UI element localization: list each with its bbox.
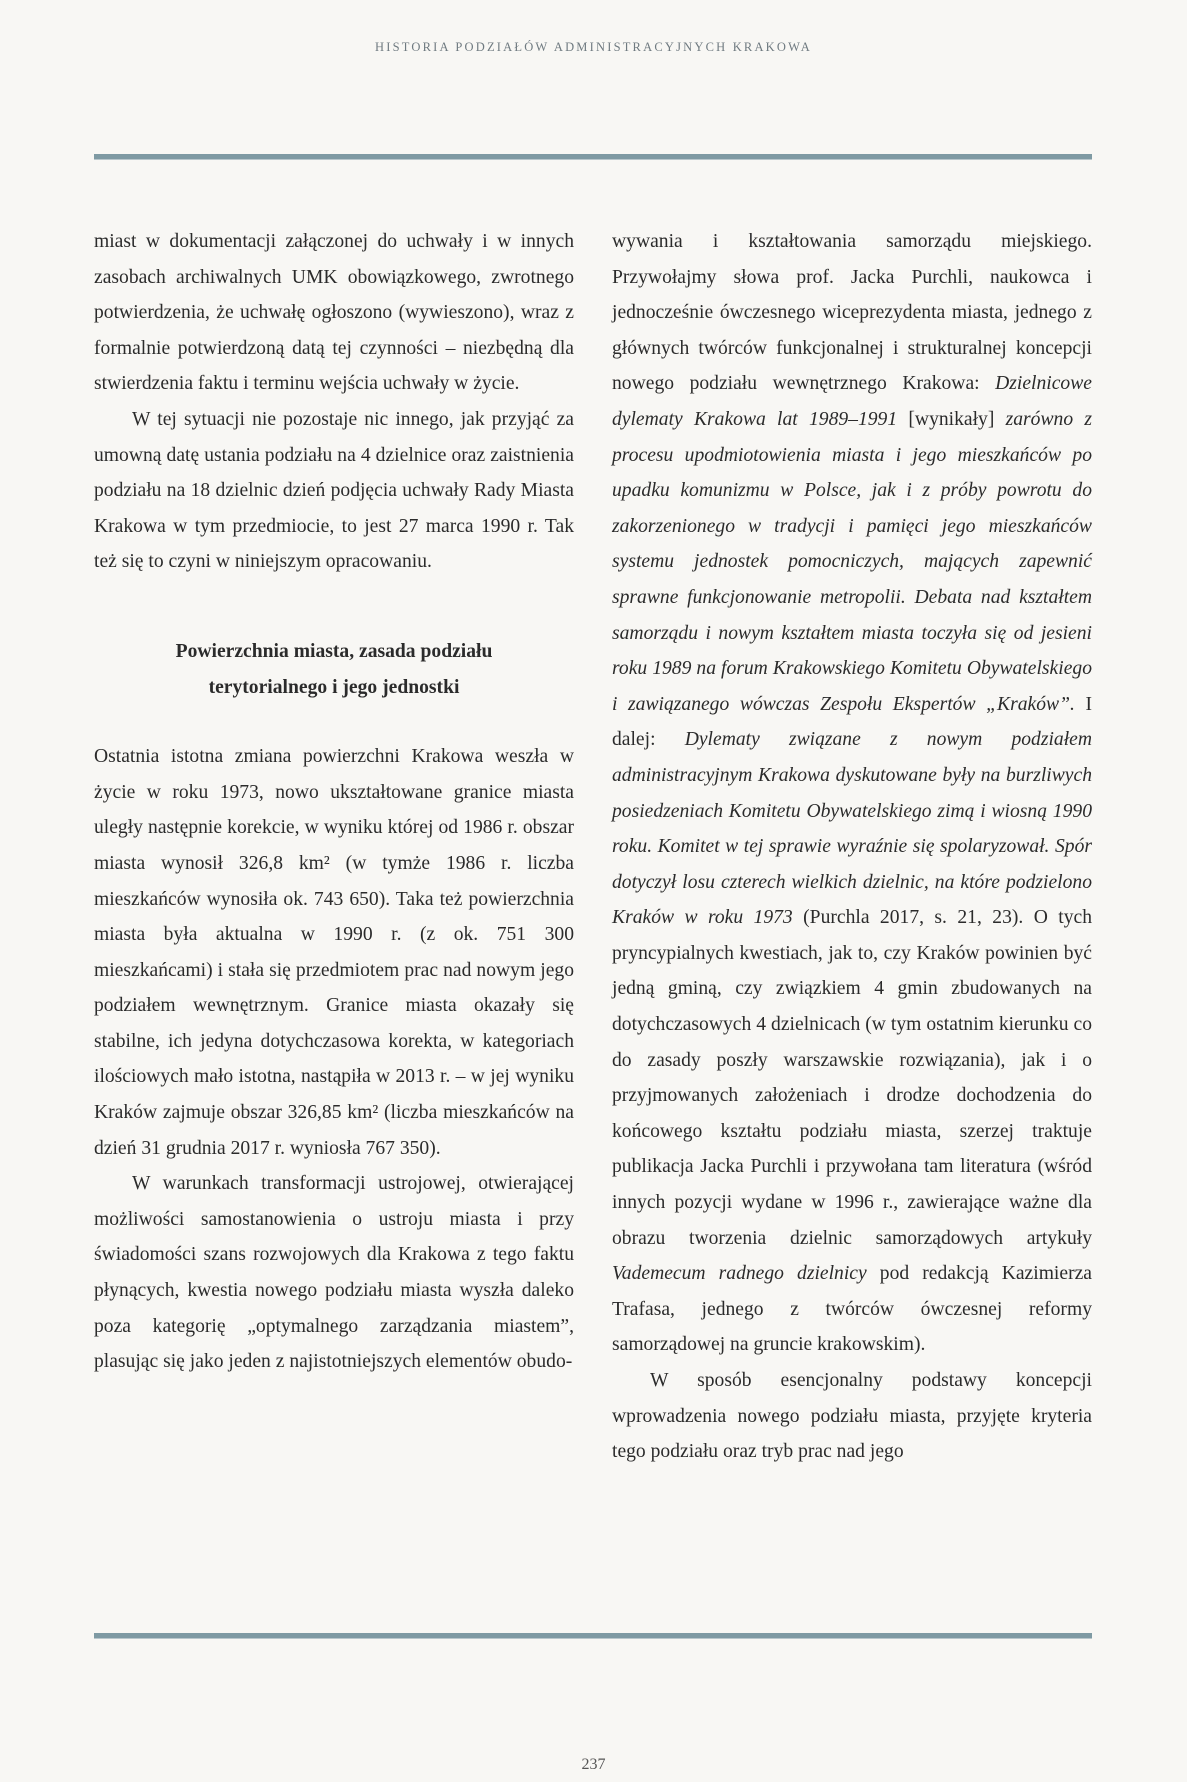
top-rule [94,154,1092,160]
bottom-rule [94,1633,1092,1639]
running-head: HISTORIA PODZIAŁÓW ADMINISTRACYJNYCH KRAKOWA [375,40,812,54]
page-number: 237 [581,1756,606,1773]
right-column [612,224,1092,1470]
paragraph: miast w dokumentacji załączonej do uchwały i w innych zasobach archiwalnych UMK obowiązkowego, zwrotnego potwierdzenia, że uchwałę ogłoszono (wywieszono), wraz z formalnie potwierdzoną datą tej czynności – niezbędną dla stwierdzenia faktu i terminu wejścia uchwały w życie. [94,231,574,395]
text-run: [wynikały] [897,408,1006,430]
quotation: zarówno z procesu upodmiotowienia miasta i jego mieszkańców po upadku komunizmu w Polsce, jak i z próby powrotu do zakorzenionego w tradycji i pamięci jego mieszkańców systemu jednostek pomocniczych, mających zapewnić sprawne funkcjonowanie metropolii. Debata nad kształtem samorządu i nowym kształtem miasta toczyła się od jesieni roku 1989 na forum Krakowskiego Komitetu Obywatelskiego i zawiązanego wówczas Zespołu Ekspertów „Kraków”. [612,408,1092,715]
left-column [94,224,574,1380]
text-run: (Purchla 2017, s. 21, 23). O tych pryncypialnych kwestiach, jak to, czy Kraków powinien być jedną gminą, czy związkiem 4 gmin zbudowanych na dotychczasowych 4 dzielnicach (w tym ostatnim kierunku co do zasady poszły warszawskie rozwiązania), jak i o przyjmowanych założeniach i drodze dochodzenia do końcowego kształtu podziału miasta, szerzej traktuje publikacja Jacka Purchli i przywołana tam literatura (wśród innych pozycji wydane w 1996 r., zawierające ważne dla obrazu tworzenia dzielnic samorządowych artykuły [612,907,1092,1249]
text-run: wywania i kształtowania samorządu miejskiego. Przywołajmy słowa prof. Jacka Purchli, naukowca i jednocześnie ówczesnego wiceprezydenta miasta, jednego z głównych twórców funkcjonalnej i strukturalnej koncepcji nowego podziału wewnętrznego Krakowa: [612,231,1092,395]
section-heading-line: terytorialnego i jego jednostki [208,676,460,698]
section-heading-line: Powierzchnia miasta, zasada podziału [175,640,493,662]
book-title: Vademecum radnego dzielnicy [612,1263,867,1285]
paragraph: W warunkach transformacji ustrojowej, otwierającej możliwości samostanowienia o ustroju miasta i przy świadomości szans rozwojowych dla Krakowa z tego faktu płynących, kwestia nowego podziału miasta wyszła daleko poza kategorię „optymalnego zarządzania miastem”, plasując się jako jeden z najistotniejszych elementów obudo- [94,1173,574,1373]
quotation: Dzielnicowe dylematy Krakowa lat 1989–1991 [612,373,1092,430]
paragraph [612,224,1092,1363]
paragraph: W tej sytuacji nie pozostaje nic innego, jak przyjąć za umowną datę ustania podziału na 4 dzielnice oraz zaistnienia podziału na 18 dzielnic dzień podjęcia uchwały Rady Miasta Krakowa w tym przedmiocie, to jest 27 marca 1990 r. Tak też się to czyni w niniejszym opracowaniu. [94,408,574,573]
paragraph: Ostatnia istotna zmiana powierzchni Krakowa weszła w życie w roku 1973, nowo ukształtowane granice miasta uległy następnie korekcie, w wyniku której od 1986 r. obszar miasta wynosił 326,8 km² (w tymże 1986 r. liczba mieszkańców wynosiła ok. 743 650). Taka też powierzchnia miasta była aktualna w 1990 r. (z ok. 751 300 mieszkańcami) i stała się przedmiotem prac nad nowym jego podziałem wewnętrznym. Granice miasta okazały się stabilne, ich jedyna dotychczasowa korekta, w kategoriach ilościowych mało istotna, nastąpiła w 2013 r. – w jej wyniku Kraków zajmuje obszar 326,85 km² (liczba mieszkańców na dzień 31 grudnia 2017 r. wyniosła 767 350). [94,746,574,1159]
paragraph: W sposób esencjonalny podstawy koncepcji wprowadzenia nowego podziału miasta, przyjęte kryteria tego podziału oraz tryb prac nad jego [612,1370,1092,1463]
quotation: Dylematy związane z nowym podziałem administracyjnym Krakowa dyskutowane były na burzliwych posiedzeniach Komitetu Obywatelskiego zimą i wiosną 1990 roku. Komitet w tej sprawie wyraźnie się spolaryzował. Spór dotyczył losu czterech wielkich dzielnic, na które podzielono Kraków w roku 1973 [612,729,1093,929]
text-run: I dalej: [612,693,1092,751]
section-heading [94,634,574,705]
text-run: pod redakcją Kazimierza Trafasa, jednego z twórców ówczesnej reformy samorządowej na gruncie krakowskim). [612,1263,1092,1356]
